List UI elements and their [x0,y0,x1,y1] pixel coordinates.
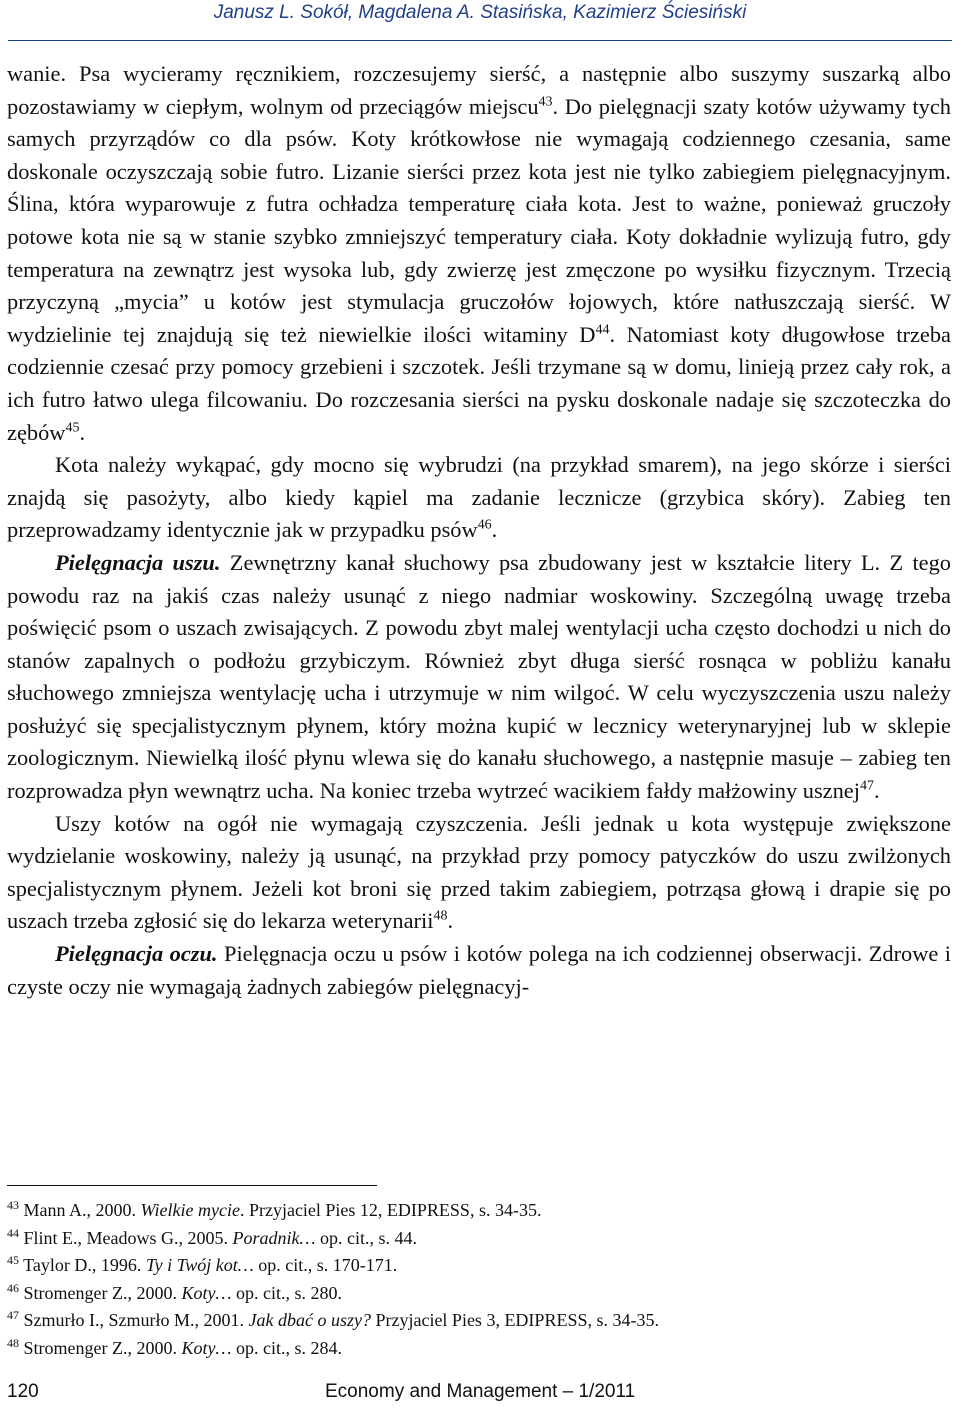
section-heading-ear-care: Pielęgnacja uszu. [55,549,221,575]
footnote-ref-46[interactable]: 46 [477,517,492,533]
footnote-ref-45[interactable]: 45 [65,420,80,436]
footnote-number: 48 [7,1335,19,1350]
footnote-number: 47 [7,1308,19,1322]
paragraph-1 [7,58,951,449]
footnote-number: 44 [7,1225,19,1240]
text-span: Zewnętrzny kanał słuchowy psa zbudowany jest w kształcie litery L. Z tego powodu raz na jakiś czas należy usunąć z niego nadmiar woskowiny. Szczególną uwagę trzeba poświęcić psom o uszach zwisających. Z powodu zbyt malej wentylacji ucha często dochodzi u nich do stanów zapalnych o podłożu grzybiczym. Również zbyt długa sierść rosnąca w pobliżu kanału słuchowego zmniejsza wentylację ucha i utrzymuje w nim wilgoć. W celu wyczyszczenia uszu należy posłużyć się specjalistycznym płynem, który można kupić w lecznicy weterynaryjnej lub w sklepie zoologicznym. Niewielką ilość płynu wlewa się do kanału słuchowego, a następnie masuje – zabieg ten rozprowadza płyn wewnątrz ucha. Na koniec trzeba wytrzeć wacikiem fałdy małżowiny usznej [7,549,951,804]
footnote-45 [7,1252,951,1280]
journal-footer: Economy and Management – 1/2011 [325,1381,636,1402]
footnote-ref-47[interactable]: 47 [859,778,874,794]
footnote-44 [7,1225,951,1253]
footnote-ref-48[interactable]: 48 [433,908,448,924]
footnote-divider [7,1185,377,1186]
running-header: Janusz L. Sokół, Magdalena A. Stasińska, Kazimierz Ściesiński [213,2,747,23]
footnote-43 [7,1197,951,1225]
footnote-text: Taylor D., 1996. [19,1255,146,1275]
footnotes [7,1197,951,1362]
footnote-text: Flint E., Meadows G., 2005. [19,1227,233,1248]
footnote-ref-44[interactable]: 44 [595,322,610,338]
footnote-47 [7,1307,951,1335]
text-span: . [873,778,880,804]
footnote-text: Stromenger Z., 2000. [19,1282,182,1303]
footnote-title: Jak dbać o uszy? [248,1310,371,1330]
page-number: 120 [7,1381,39,1402]
text-span: . Natomiast koty długowłose trzeba codziennie czesać przy pomocy grzebieni i szczotek. Jeśli trzymane są w domu, linieją przez cały rok, a ich futro łatwo ulega filcowaniu. Do rozczesania sierści na pysku doskonale nadaje się szczoteczka do zębów [7,321,951,445]
header-divider [8,40,952,41]
section-heading-eye-care: Pielęgnacja oczu. [55,941,218,967]
paragraph-2 [7,449,951,547]
footnote-text: Szmurło I., Szmurło M., 2001. [19,1310,249,1330]
text-span: Uszy kotów na ogół nie wymagają czyszczenia. Jeśli jednak u kota występuje zwiększone wydzielanie woskowiny, należy ją usunąć, na przykład przy pomocy patyczków do uszu zwilżonych specjalistycznym płynem. Jeżeli kot broni się przed takim zabiegiem, potrząsa głową i drapie się po uszach trzeba zgłosić się do lekarza weterynarii [7,810,951,934]
footnote-number: 43 [7,1198,19,1212]
footnote-ref-43[interactable]: 43 [538,94,553,110]
footnote-number: 45 [7,1253,19,1267]
footnote-text: Przyjaciel Pies 3, EDIPRESS, s. 34-35. [370,1310,659,1330]
text-span: Pielęgnacja oczu u psów i kotów polega na ich codziennej obserwacji. Zdrowe i czyste oczy nie wymagają żadnych zabiegów pielęgnacyj- [7,941,952,999]
paragraph-ear-care [7,547,951,808]
footnote-title: Koty… [181,1282,232,1303]
paragraph-4 [7,808,951,938]
footnote-46 [7,1280,951,1308]
footnote-text: op. cit., s. 284. [231,1337,342,1358]
footnote-48 [7,1335,951,1363]
text-span: . Do pielęgnacji szaty kotów używamy tych samych przyrządów co dla psów. Koty krótkowłose nie wymagają codziennego czesania, same doskonale oczyszczają sobie futro. Lizanie sierści przez kota jest nie tylko zabiegiem pielęgnacyjnym. Ślina, która wyparowuje z futra ochładza temperaturę ciała kota. Jest to ważne, ponieważ gruczoły potowe kota nie są w stanie szybko zmniejszyć temperatury ciała. Koty dokładnie wylizują futro, gdy temperatura na zewnątrz jest wysoka lub, gdy zwierzę jest zmęczone po wysiłku fizycznym. Trzecią przyczyną „mycia” u kotów jest stymulacja gruczołów łojowych, które natłuszczają sierść. W wydzielinie tej znajdują się też niewielkie ilości witaminy D [7,93,951,347]
text-span: . [491,517,498,543]
footnote-title: Poradnik… [232,1227,316,1248]
text-span: . [447,908,454,934]
text-span: Kota należy wykąpać, gdy mocno się wybrudzi (na przykład smarem), na jego skórze i sierści znajdą się pasożyty, albo kiedy kąpiel ma zadanie lecznicze (grzybica skóry). Zabieg ten przeprowadzamy identycznie jak w przypadku psów [7,452,951,543]
footnote-title: Wielkie mycie [140,1200,240,1220]
main-text [7,58,951,1003]
footnote-number: 46 [7,1280,19,1295]
footnote-text: op. cit., s. 170-171. [253,1255,398,1275]
text-span: . [79,419,86,445]
footnote-text: Stromenger Z., 2000. [19,1337,182,1358]
paragraph-eye-care [7,938,951,1003]
footnote-text: Mann A., 2000. [19,1200,141,1220]
footnote-text: . Przyjaciel Pies 12, EDIPRESS, s. 34-35. [239,1200,542,1220]
footnote-text: op. cit., s. 44. [315,1227,417,1248]
footnote-title: Koty… [181,1337,232,1358]
footnote-title: Ty i Twój kot… [145,1255,254,1275]
text-span: wanie. Psa wycieramy ręcznikiem, rozczesujemy sierść, a następnie albo suszymy suszarką albo pozostawiamy w ciepłym, wolnym od przeciągów miejscu [7,61,951,119]
footnote-text: op. cit., s. 280. [231,1282,342,1303]
